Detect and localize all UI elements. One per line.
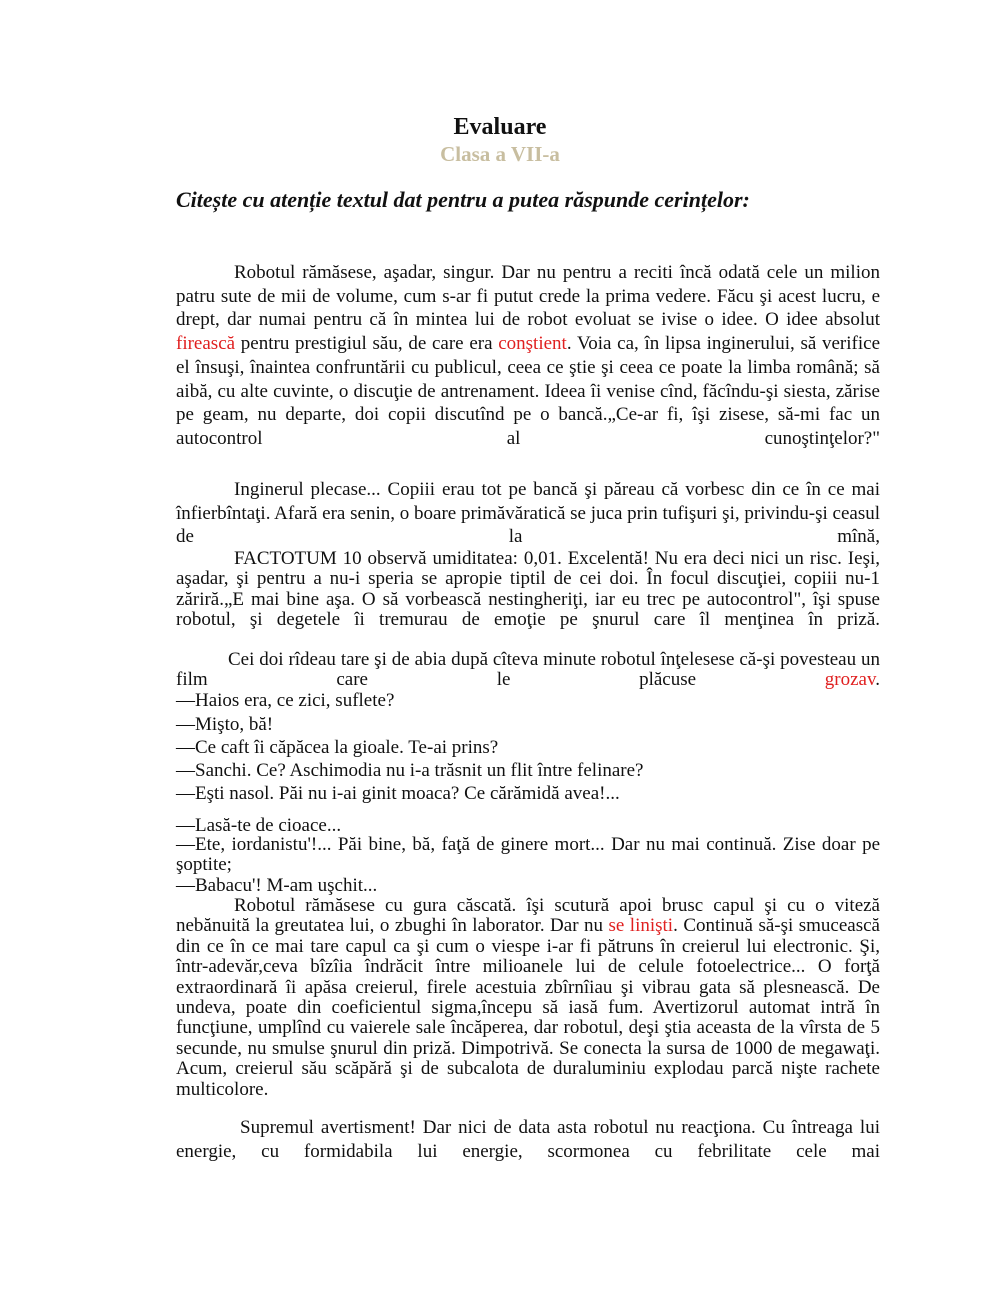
- dialogue-line: —Eşti nasol. Păi nu i-ai ginit moaca? Ce cărămidă avea!...: [176, 783, 620, 804]
- dialogue-line: —Haios era, ce zici, suflete?: [176, 690, 395, 711]
- dialogue-line: —Mişto, bă!: [176, 714, 274, 735]
- paragraph-3: FACTOTUM 10 observă umiditatea: 0,01. Excelentă! Nu era deci nici un risc. Ieşi, aşadar, şi pentru a nu-i speria se apropie tiptil de cei doi. În focul discuţiei, copiii nu-1 zăriră.„E mai bine aşa. O să vorbească nestingheriţi, iar eu trec pe autocontrol", îşi spuse robotul, şi degetele îi tremurau de emoţie pe şnurul care îl menţinea în priză.: [176, 548, 880, 631]
- highlighted-word: conştient: [498, 333, 567, 355]
- paragraph-4-text-a: Cei doi rîdeau tare şi de abia după cîteva minute robotul înţelesese că-şi povesteau un film care le plăcuse: [176, 649, 880, 691]
- paragraph-5: [176, 896, 880, 1100]
- dialogue-line: —Ete, iordanistu'!... Păi bine, bă, faţă de ginere mort... Dar nu mai continuă. Zise doar pe şoptite;: [176, 834, 880, 875]
- paragraph-6: Supremul avertisment! Dar nici de data asta robotul nu reacţiona. Cu întreaga lui energie, cu formidabila lui energie, scormonea cu febrilitate cele mai: [176, 1117, 880, 1162]
- page-title: Evaluare: [453, 114, 547, 140]
- highlighted-word: se linişti: [608, 915, 674, 937]
- paragraph-1-text-a: Robotul rămăsese, aşadar, singur. Dar nu pentru a reciti încă odată cele un milion patru sute de mii de volume, cum s-ar fi putut crede la prima vedere. Făcu şi acest lucru, e drept, dar numai pentru că în mintea lui de robot evoluat se ivise o idee. O idee absolut: [176, 262, 880, 331]
- paragraph-1-text-c: . Voia ca, în lipsa inginerului, să verifice el însuşi, înaintea confruntării cu publicul, ceea ce ştie şi ceea ce poate la limba română; să aibă, cu alte cuvinte, o discuţie de antrenament. Ideea îi venise cînd, făcîndu-şi siesta, zărise pe geam, nu departe, doi copii discutînd pe o bancă.„Ce-ar fi, îşi zisese, să-mi fac un autocontrol al cunoştinţelor?": [176, 333, 881, 449]
- highlighted-word: grozav: [824, 669, 876, 691]
- dialogue-line: —Ce caft îi căpăcea la gioale. Te-ai prins?: [176, 737, 499, 758]
- paragraph-1: [176, 261, 880, 451]
- paragraph-4: [176, 650, 880, 691]
- instruction-text: Citește cu atenție textul dat pentru a putea răspunde cerințelor:: [176, 187, 750, 212]
- dialogue-line: —Babacu'! M-am uşchit...: [176, 875, 378, 896]
- paragraph-5-text-b: . Continuă să-şi smucească din ce în ce mai tare capul ca şi cum o viespe i-ar fi pătruns în creierul lui electronic. Şi, într-adevăr,ceva bîzîia îndrăcit între milioanele lui de celule fotoelectrice... O forţă extraordinară îi apăsa creierul, firele acestuia zbîrnîiau şi vibrau gata să plesnească. De undeva, poate din coeficientul sigma,începu să iasă fum. Avertizorul automat intră în funcţiune, umplînd cu vaierele sale încăperea, dar robotul, deşi ştia aceasta de la vîrsta de 5 secunde, nu smulse şnurul din priză. Dimpotrivă. Se conecta la sursa de 1000 de megawaţi. Acum, creierul său scăpără şi de subcalota de duraluminiu explodau parcă nişte rachete multicolore.: [176, 915, 880, 1100]
- paragraph-5-text-a: Robotul rămăsese cu gura căscată. îşi scutură apoi brusc capul şi cu o viteză nebănuită la greutatea lui, o zbughi în laborator. Dar nu: [176, 895, 880, 937]
- paragraph-1-text-b: pentru prestigiul său, de care era: [235, 333, 499, 355]
- paragraph-4-text-b: .: [875, 669, 880, 691]
- paragraph-2: Inginerul plecase... Copiii erau tot pe bancă şi păreau că vorbesc din ce în ce mai înfierbîntaţi. Afară era senin, o boare primăvăratică se juca prin tufişuri şi, privindu-şi ceasul de la mînă,: [176, 479, 880, 548]
- page-subtitle: Clasa a VII-a: [440, 142, 560, 166]
- highlighted-word: firească: [176, 333, 236, 355]
- dialogue-line: —Lasă-te de cioace...: [176, 815, 342, 836]
- dialogue-line: —Sanchi. Ce? Aschimodia nu i-a trăsnit un flit între felinare?: [176, 760, 644, 781]
